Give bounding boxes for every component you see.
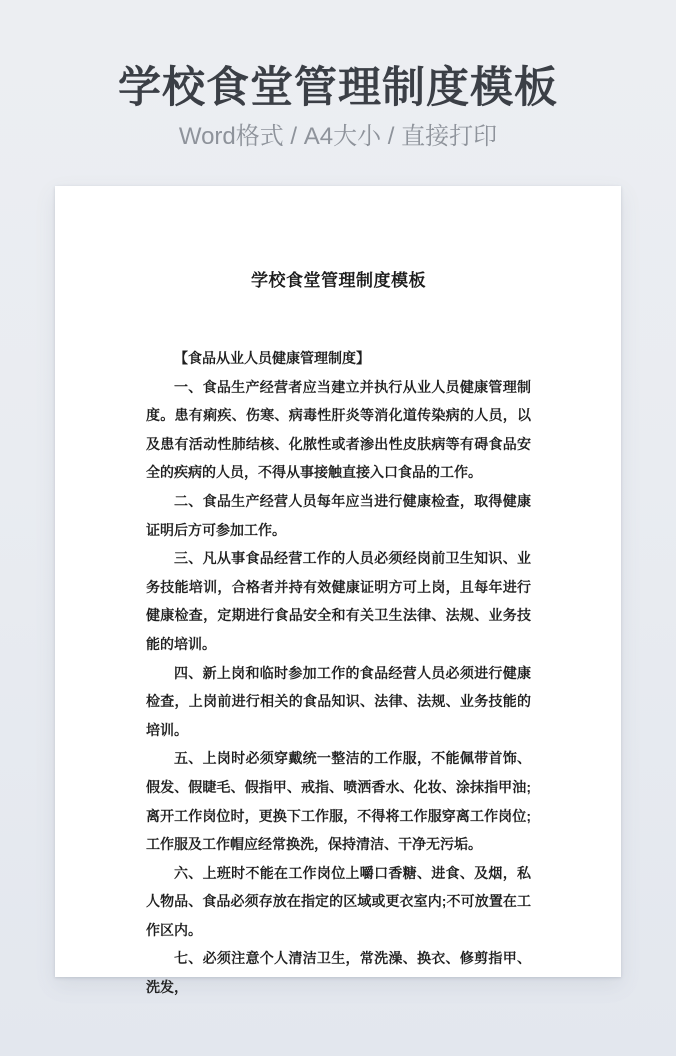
- paragraph-2: 二、食品生产经营人员每年应当进行健康检查，取得健康证明后方可参加工作。: [146, 492, 531, 538]
- page-subtitle: Word格式 / A4大小 / 直接打印: [178, 123, 498, 150]
- paragraph-5: 五、上岗时必须穿戴统一整洁的工作服，不能佩带首饰、假发、假睫毛、假指甲、戒指、喷洒香水、化妆、涂抹指甲油;离开工作岗位时，更换下工作服，不得将工作服穿离工作岗位;工作服及工作帽应经常换洗，保持清洁、干净无污垢。: [146, 750, 531, 853]
- paragraph-4: 四、新上岗和临时参加工作的食品经营人员必须进行健康检查，上岗前进行相关的食品知识、法律、法规、业务技能的培训。: [146, 664, 531, 738]
- document-preview-paper: [55, 186, 621, 996]
- page-title: 学校食堂管理制度模板: [118, 64, 558, 112]
- document-title: 学校食堂管理制度模板: [251, 271, 426, 290]
- paragraph-3: 三、凡从事食品经营工作的人员必须经岗前卫生知识、业务技能培训，合格者并持有效健康证明方可上岗，且每年进行健康检查，定期进行食品安全和有关卫生法律、法规、业务技能的培训。: [146, 550, 531, 652]
- paragraph-7: 七、必须注意个人清洁卫生，常洗澡、换衣、修剪指甲、洗发，: [146, 950, 531, 996]
- paragraph-1: 一、食品生产经营者应当建立并执行从业人员健康管理制度。患有痢疾、伤寒、病毒性肝炎等消化道传染病的人员，以及患有活动性肺结核、化脓性或者渗出性皮肤病等有碍食品安全的疾病的人员，不得从事接触直接入口食品的工作。: [146, 378, 531, 481]
- header: [0, 0, 676, 151]
- section-heading: 【食品从业人员健康管理制度】: [174, 350, 370, 366]
- document-body: [146, 344, 531, 1002]
- paragraph-6: 六、上班时不能在工作岗位上嚼口香糖、进食、及烟，私人物品、食品必须存放在指定的区域或更衣室内;不可放置在工作区内。: [146, 864, 531, 938]
